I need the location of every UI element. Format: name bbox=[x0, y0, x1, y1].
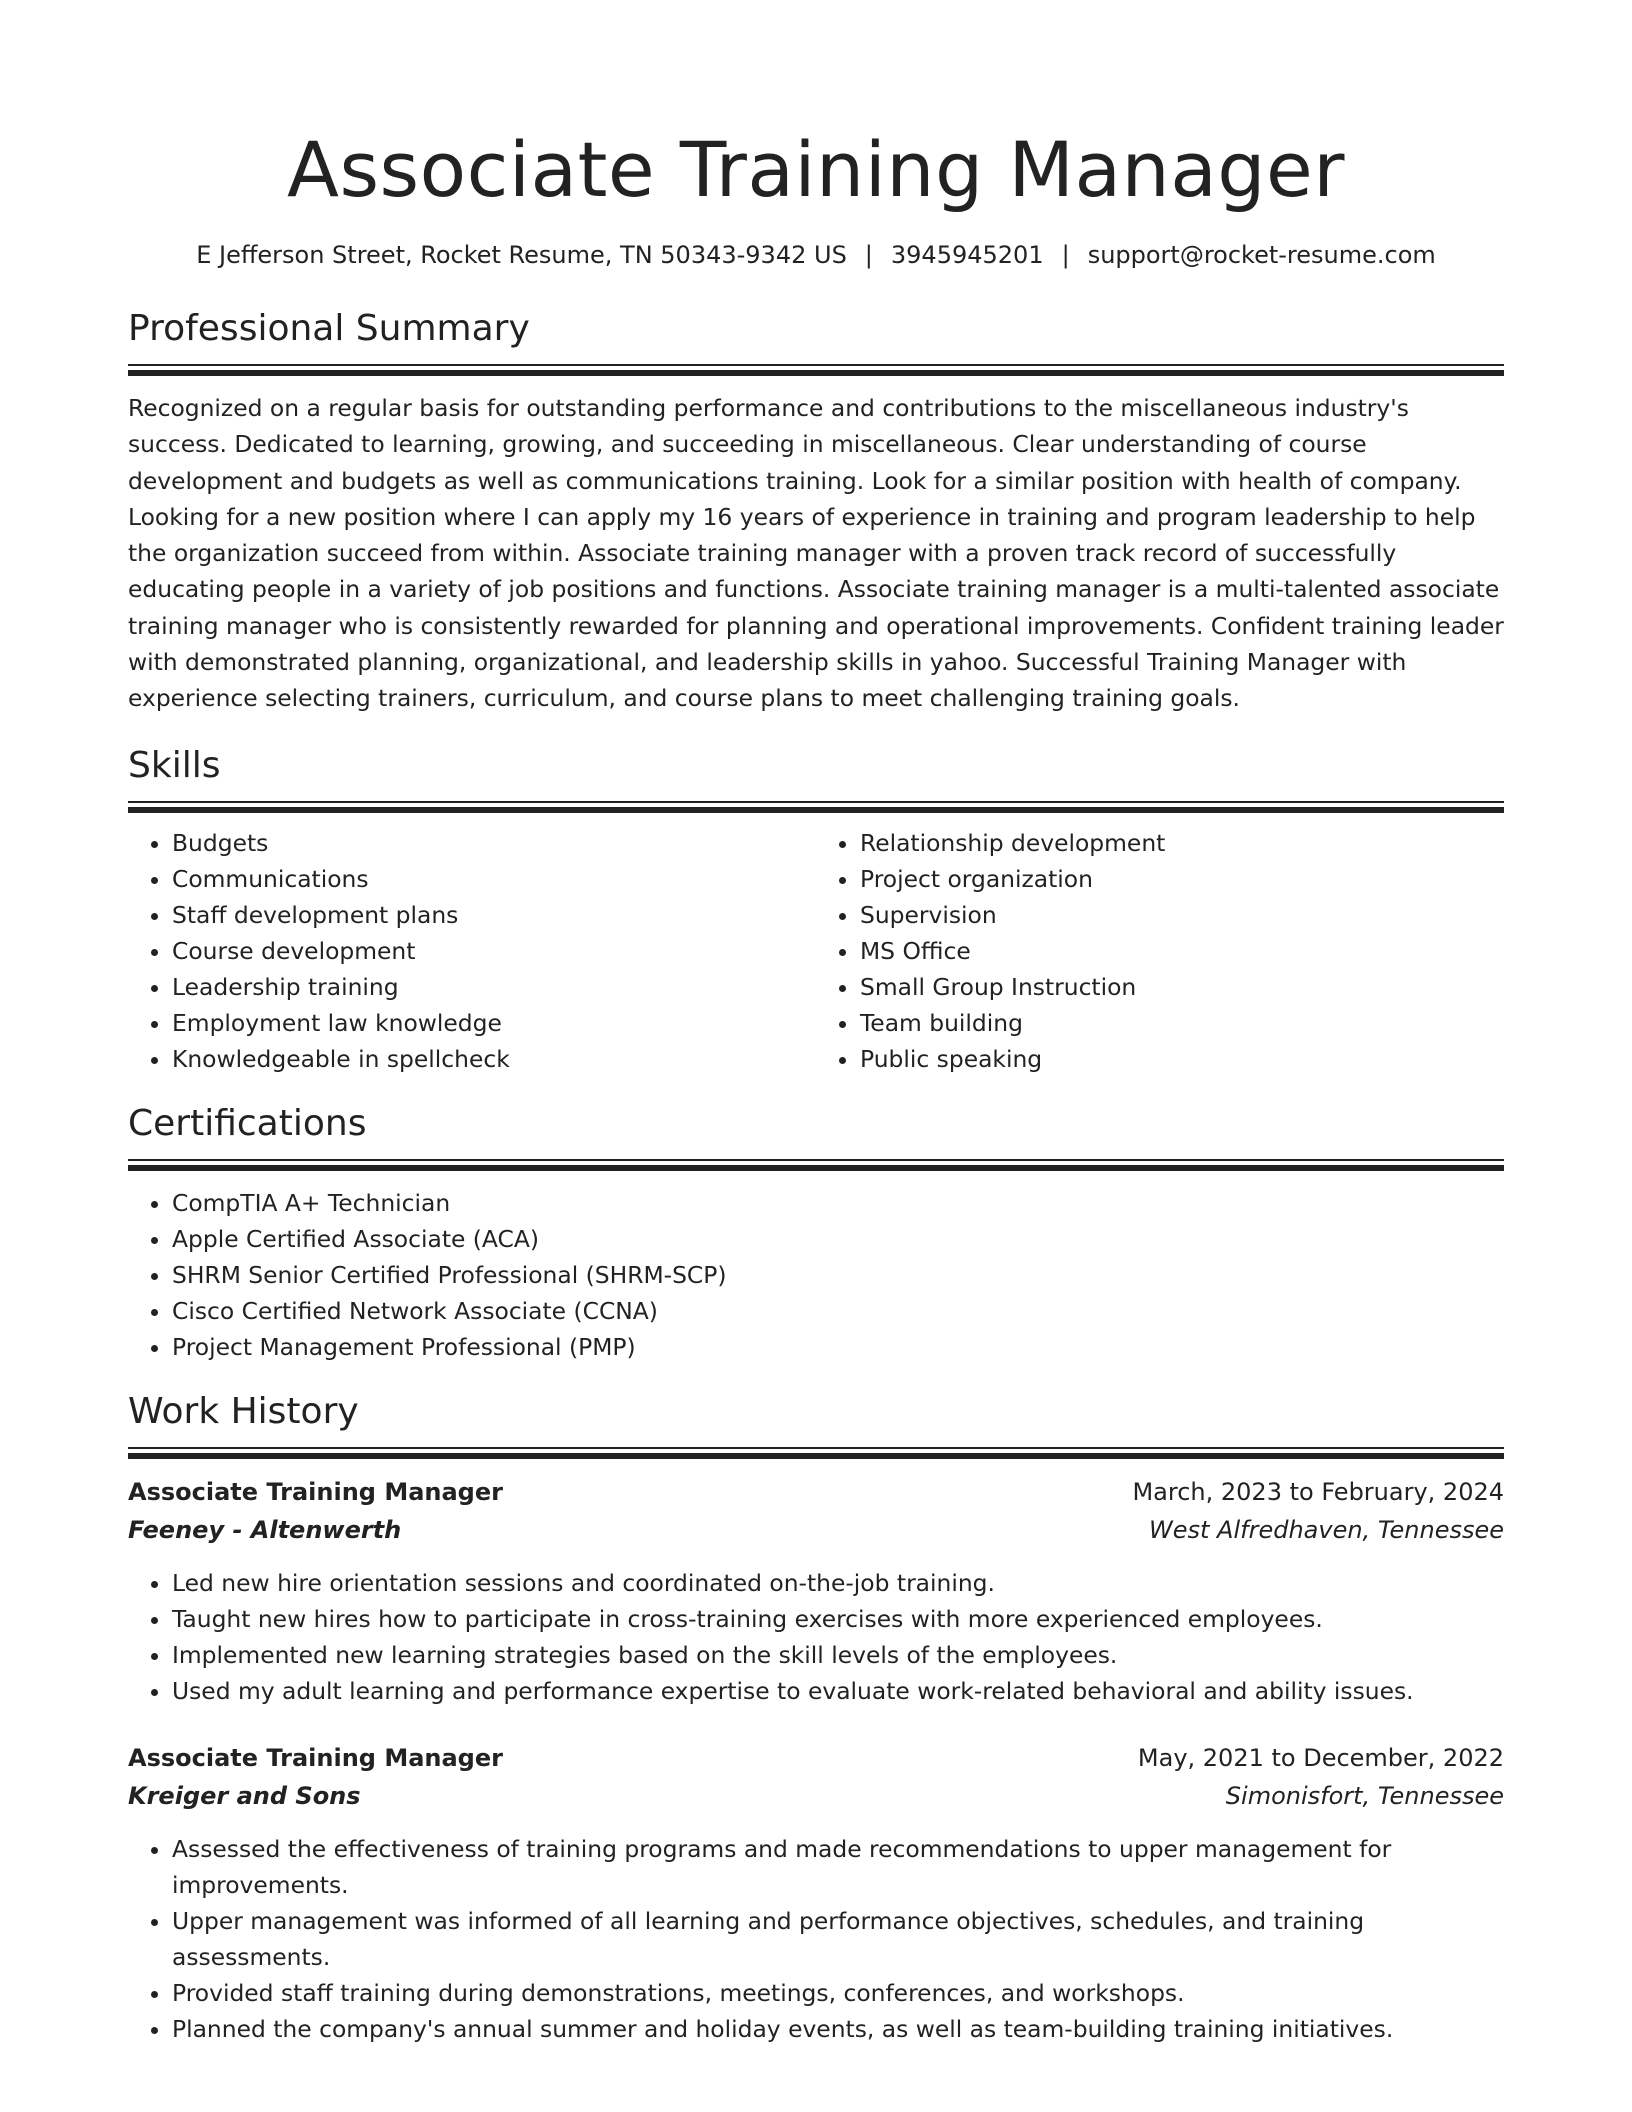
skills-section bbox=[128, 743, 1504, 1077]
resume-name: Associate Training Manager bbox=[286, 125, 1346, 214]
section-divider bbox=[128, 1159, 1504, 1171]
work-history-section bbox=[128, 1389, 1504, 2047]
skills-columns bbox=[128, 825, 1504, 1077]
section-divider bbox=[128, 801, 1504, 813]
contact-separator: | bbox=[1061, 241, 1070, 269]
summary-section bbox=[128, 306, 1504, 717]
job-bullet: • Planned the company's annual summer and holiday events, as well as team-building training initiatives. bbox=[172, 2011, 1504, 2047]
certification-item: • SHRM Senior Certified Professional (SHRM-SCP) bbox=[172, 1257, 1504, 1293]
job-bullet: • Led new hire orientation sessions and coordinated on-the-job training. bbox=[172, 1565, 1504, 1601]
skill-item: • Supervision bbox=[860, 897, 1504, 933]
skills-list-right bbox=[816, 825, 1504, 1077]
skill-item: • Project organization bbox=[860, 861, 1504, 897]
skill-item: • Budgets bbox=[172, 825, 816, 861]
certification-item: • Cisco Certified Network Associate (CCNA) bbox=[172, 1293, 1504, 1329]
job-bullet: • Assessed the effectiveness of training programs and made recommendations to upper management for improvements. bbox=[172, 1831, 1504, 1903]
contact-separator: | bbox=[864, 241, 873, 269]
skills-list-left bbox=[128, 825, 816, 1077]
section-divider bbox=[128, 1447, 1504, 1459]
job-company: Kreiger and Sons bbox=[128, 1781, 361, 1810]
job-title: Associate Training Manager bbox=[128, 1477, 503, 1506]
summary-text: Recognized on a regular basis for outstanding performance and contributions to the miscellaneous industry's success. Dedicated to learning, growing, and succeeding in miscellaneous. Clear understanding of course development and budgets as well as communications training. Look for a similar position with health of company. Looking for a new position where I can apply my 16 years of experience in training and program leadership to help the organization succeed from within. Associate training manager with a proven track record of successfully educating people in a variety of job positions and functions. Associate training manager is a multi-talented associate training manager who is consistently rewarded for planning and operational improvements. Confident training leader with demonstrated planning, organizational, and leadership skills in yahoo. Successful Training Manager with experience selecting trainers, curriculum, and course plans to meet challenging training goals. bbox=[128, 394, 1504, 713]
section-title-skills: Skills bbox=[128, 744, 221, 786]
job-header bbox=[128, 1473, 1504, 1511]
section-divider bbox=[128, 364, 1504, 376]
skill-item: • Leadership training bbox=[172, 969, 816, 1005]
job-bullets bbox=[128, 1565, 1504, 1709]
job-bullet: • Taught new hires how to participate in cross-training exercises with more experienced employees. bbox=[172, 1601, 1504, 1637]
skill-item: • Course development bbox=[172, 933, 816, 969]
job-header bbox=[128, 1739, 1504, 1777]
skill-item: • Small Group Instruction bbox=[860, 969, 1504, 1005]
contact-line bbox=[128, 238, 1504, 272]
job-subheader bbox=[128, 1511, 1504, 1549]
job-entry bbox=[128, 1473, 1504, 1709]
job-company: Feeney - Altenwerth bbox=[128, 1515, 402, 1544]
job-bullets bbox=[128, 1831, 1504, 2047]
contact-phone: 3945945201 bbox=[890, 241, 1044, 269]
skill-item: • Public speaking bbox=[860, 1041, 1504, 1077]
job-dates: May, 2021 to December, 2022 bbox=[1137, 1743, 1504, 1772]
certifications-section bbox=[128, 1101, 1504, 1365]
section-title-work-history: Work History bbox=[128, 1390, 359, 1432]
job-bullet: • Upper management was informed of all learning and performance objectives, schedules, and training assessments. bbox=[172, 1903, 1504, 1975]
skill-item: • Team building bbox=[860, 1005, 1504, 1041]
job-location: Simonisfort, Tennessee bbox=[1225, 1781, 1504, 1810]
certification-item: • Apple Certified Associate (ACA) bbox=[172, 1221, 1504, 1257]
job-bullet: • Implemented new learning strategies based on the skill levels of the employees. bbox=[172, 1637, 1504, 1673]
skill-item: • Staff development plans bbox=[172, 897, 816, 933]
job-bullet: • Provided staff training during demonstrations, meetings, conferences, and workshops. bbox=[172, 1975, 1504, 2011]
skill-item: • Communications bbox=[172, 861, 816, 897]
section-title-summary: Professional Summary bbox=[128, 308, 530, 349]
job-subheader bbox=[128, 1777, 1504, 1815]
job-bullet: • Used my adult learning and performance expertise to evaluate work-related behavioral and ability issues. bbox=[172, 1673, 1504, 1709]
job-title: Associate Training Manager bbox=[128, 1743, 503, 1772]
contact-address: E Jefferson Street, Rocket Resume, TN 50343-9342 US bbox=[196, 241, 847, 269]
contact-email: support@rocket-resume.com bbox=[1087, 241, 1436, 269]
skill-item: • Relationship development bbox=[860, 825, 1504, 861]
section-title-certifications: Certifications bbox=[128, 1102, 367, 1144]
certifications-list bbox=[128, 1185, 1504, 1365]
resume-page bbox=[128, 0, 1504, 2047]
job-entry bbox=[128, 1739, 1504, 2047]
certification-item: • CompTIA A+ Technician bbox=[172, 1185, 1504, 1221]
skill-item: • MS Office bbox=[860, 933, 1504, 969]
job-dates: March, 2023 to February, 2024 bbox=[1132, 1477, 1504, 1506]
certification-item: • Project Management Professional (PMP) bbox=[172, 1329, 1504, 1365]
skill-item: • Knowledgeable in spellcheck bbox=[172, 1041, 816, 1077]
skill-item: • Employment law knowledge bbox=[172, 1005, 816, 1041]
job-location: West Alfredhaven, Tennessee bbox=[1149, 1515, 1504, 1544]
